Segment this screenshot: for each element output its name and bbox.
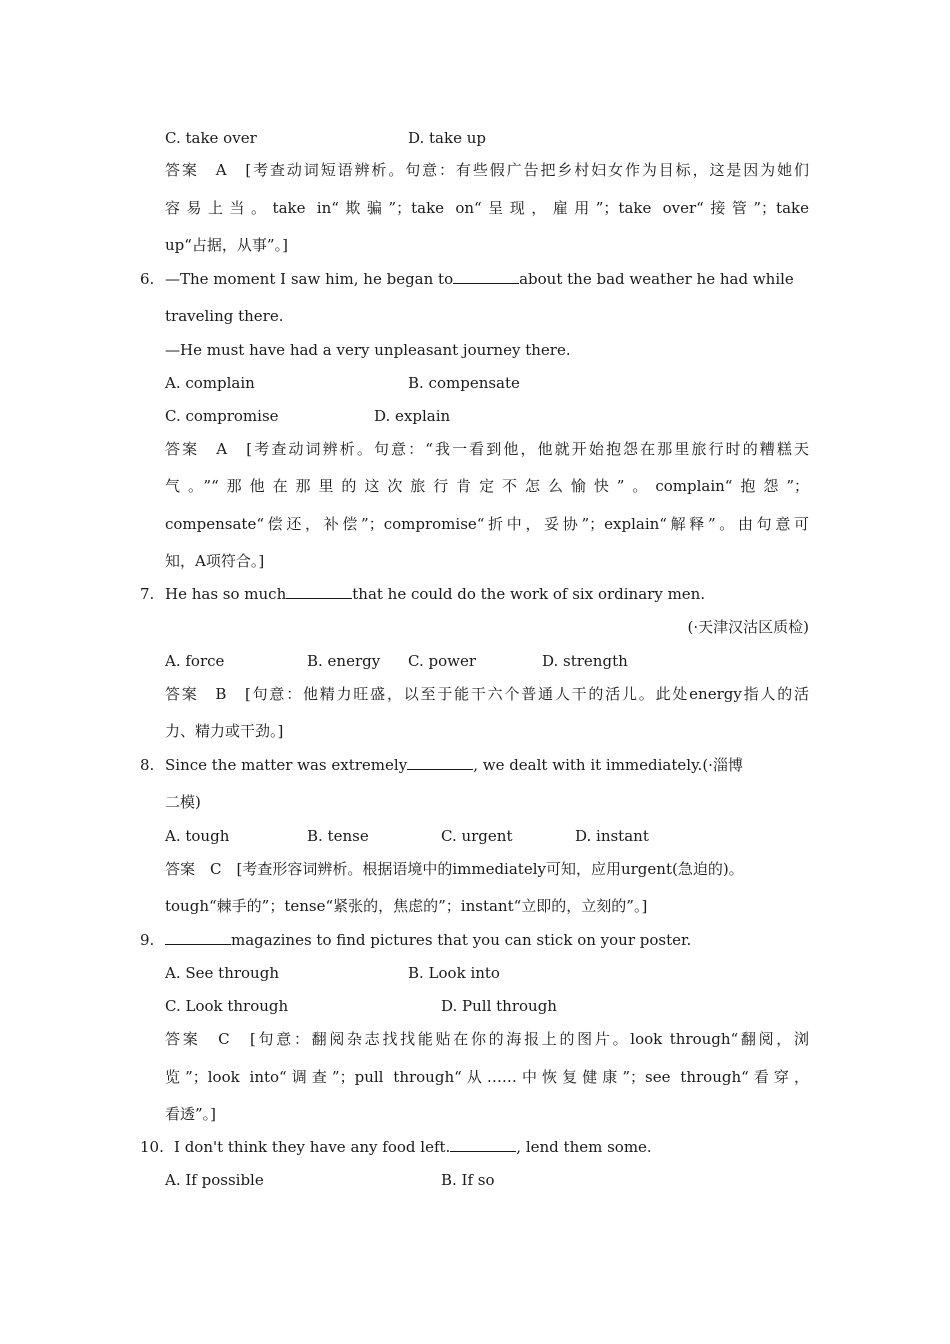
- q6-answer-line-1: 答案 A [考查动词辨析。句意：“我一看到他，他就开始抱怨在那里旅行时的糟糕天: [165, 440, 809, 458]
- q7-option-b: B. energy: [307, 652, 381, 670]
- q8-stem-line-1: [165, 755, 743, 775]
- q5-option-c: C. take over: [165, 129, 257, 147]
- q5-answer-line-1: 答案 A [考查动词短语辨析。句意：有些假广告把乡村妇女作为目标，这是因为她们: [165, 161, 809, 179]
- q9-option-a: A. See through: [165, 964, 279, 982]
- q8-number: 8.: [140, 756, 155, 774]
- q8-option-b: B. tense: [307, 827, 369, 845]
- q8-answer-line-2: tough“棘手的”；tense“紧张的，焦虑的”；instant“立即的，立刻的”。]: [165, 897, 648, 915]
- q7-option-a: A. force: [165, 652, 225, 670]
- q8-stem-line-2: 二模): [165, 793, 201, 811]
- q6-option-b: B. compensate: [408, 374, 520, 392]
- q6-answer-line-4: 知，A项符合。]: [165, 552, 265, 570]
- q10-stem-part-a: I don't think they have any food left.: [174, 1138, 451, 1156]
- q7-answer-line-1: 答案 B [句意：他精力旺盛，以至于能干六个普通人干的活儿。此处energy指人的活: [165, 685, 809, 703]
- q7-option-c: C. power: [408, 652, 476, 670]
- q6-stem-line-3: —He must have had a very unpleasant journey there.: [165, 341, 571, 359]
- q9-option-d: D. Pull through: [441, 997, 557, 1015]
- q10-option-a: A. If possible: [165, 1171, 264, 1189]
- q6-blank: [453, 269, 519, 284]
- q7-stem-line-1: [165, 584, 705, 604]
- q8-blank: [407, 755, 473, 770]
- q9-stem-line-1: [165, 930, 691, 950]
- q9-stem-part-b: magazines to find pictures that you can stick on your poster.: [231, 931, 692, 949]
- q10-stem-part-b: , lend them some.: [516, 1138, 652, 1156]
- q7-stem-part-b: that he could do the work of six ordinary men.: [352, 585, 706, 603]
- q10-blank: [450, 1137, 516, 1152]
- q6-stem-line-2: traveling there.: [165, 307, 284, 325]
- q7-source: (·天津汉沽区质检): [687, 618, 809, 636]
- q6-number: 6.: [140, 270, 155, 288]
- q6-option-d: D. explain: [374, 407, 451, 425]
- q10-number: 10.: [140, 1138, 164, 1156]
- q8-option-d: D. instant: [575, 827, 649, 845]
- q7-stem-part-a: He has so much: [165, 585, 287, 603]
- q6-stem-part-a: —The moment I saw him, he began to: [165, 270, 454, 288]
- q9-option-b: B. Look into: [408, 964, 500, 982]
- q7-number: 7.: [140, 585, 155, 603]
- q9-blank: [165, 930, 231, 945]
- q9-answer-line-1: 答案 C [句意：翻阅杂志找找能贴在你的海报上的图片。look through“翻阅，浏: [165, 1030, 809, 1048]
- q5-answer-line-2: 容易上当。take in“欺骗”；take on“呈现，雇用”；take over“接管”；take: [165, 199, 809, 217]
- q6-option-c: C. compromise: [165, 407, 279, 425]
- q7-blank: [286, 584, 352, 599]
- q8-stem-part-a: Since the matter was extremely: [165, 756, 408, 774]
- q8-option-c: C. urgent: [441, 827, 513, 845]
- q8-answer-line-1: 答案 C [考查形容词辨析。根据语境中的immediately可知，应用urgent(急迫的)。: [165, 860, 744, 878]
- q6-answer-line-2: 气。”“那他在那里的这次旅行肯定不怎么愉快”。complain“抱怨”；: [165, 477, 809, 495]
- q9-answer-line-2: 览”；look into“调查”；pull through“从……中恢复健康”；see through“看穿，: [165, 1068, 809, 1086]
- q9-answer-line-3: 看透”。]: [165, 1105, 217, 1123]
- q6-stem-line-1: [165, 269, 794, 289]
- q5-answer-line-3: up“占据，从事”。]: [165, 236, 288, 254]
- q8-stem-part-b: , we dealt with it immediately.(·淄博: [473, 756, 743, 774]
- q9-number: 9.: [140, 931, 155, 949]
- q10-option-b: B. If so: [441, 1171, 495, 1189]
- q7-answer-line-2: 力、精力或干劲。]: [165, 722, 284, 740]
- q7-option-d: D. strength: [542, 652, 628, 670]
- q10-stem-line-1: [174, 1137, 652, 1157]
- q5-option-d: D. take up: [408, 129, 486, 147]
- q9-option-c: C. Look through: [165, 997, 289, 1015]
- q6-stem-part-b: about the bad weather he had while: [519, 270, 794, 288]
- q6-option-a: A. complain: [165, 374, 255, 392]
- q6-answer-line-3: compensate“偿还，补偿”；compromise“折中，妥协”；explain“解释”。由句意可: [165, 515, 809, 533]
- q8-option-a: A. tough: [165, 827, 230, 845]
